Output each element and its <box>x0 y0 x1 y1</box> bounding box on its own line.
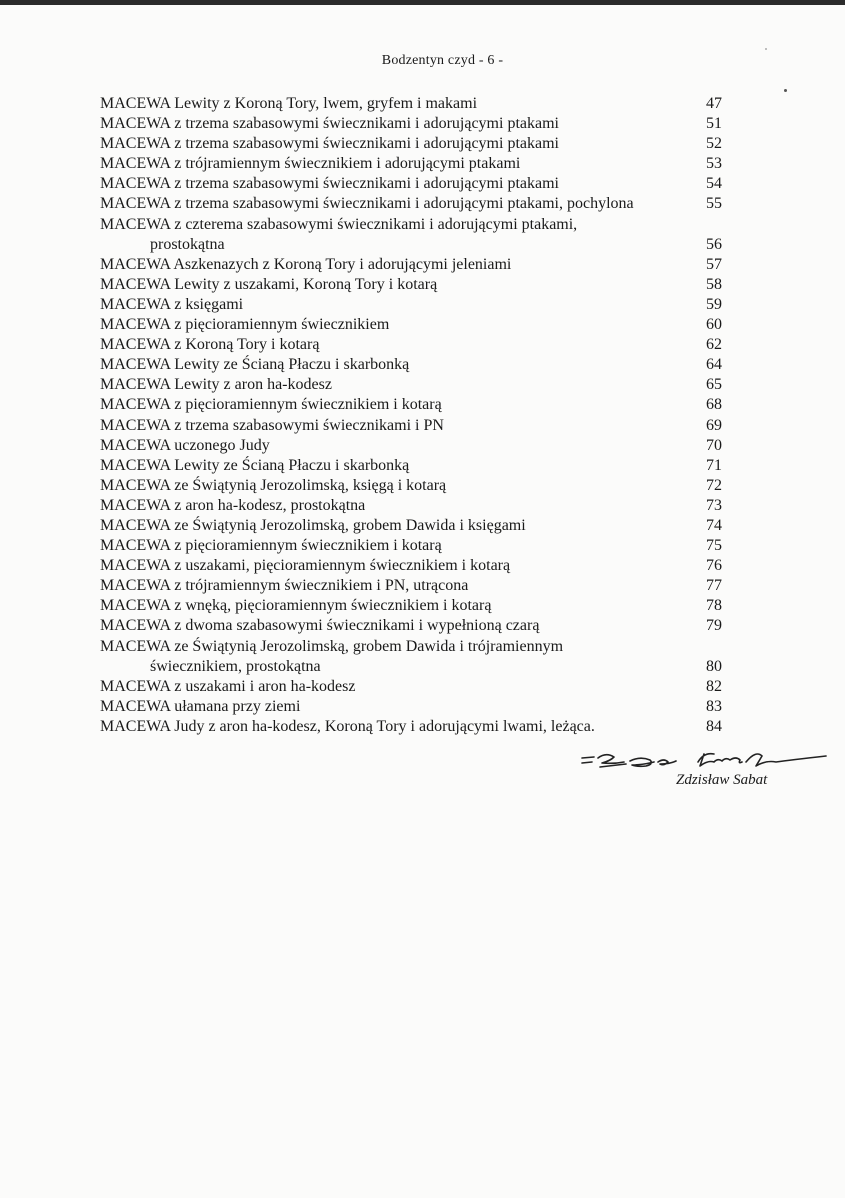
toc-entry-title: MACEWA z uszakami i aron ha-kodesz <box>100 677 356 695</box>
toc-entry-title: MACEWA z pięcioramiennym świecznikiem i kotarą <box>100 537 442 555</box>
toc-entry-title: MACEWA z trójramiennym świecznikiem i adorującymi ptakami <box>100 155 521 173</box>
toc-entry <box>100 637 722 677</box>
toc-entry <box>100 315 722 335</box>
toc-entry-page-number: 83 <box>706 697 722 715</box>
toc-entry-title: MACEWA Lewity z Koroną Tory, lwem, gryfem i makami <box>100 95 478 112</box>
toc-entry <box>100 456 722 476</box>
toc-entry-title: MACEWA z księgami <box>100 295 244 313</box>
toc-entry <box>100 496 722 516</box>
toc-entry-title: MACEWA z aron ha-kodesz, prostokątna <box>100 496 366 514</box>
toc-entry <box>100 395 722 415</box>
table-of-contents <box>100 94 722 737</box>
toc-entry <box>100 215 722 255</box>
toc-entry-title: MACEWA z pięcioramiennym świecznikiem i kotarą <box>100 396 442 414</box>
toc-entry-title: MACEWA Aszkenazych z Koroną Tory i adorującymi jeleniami <box>100 255 512 273</box>
toc-entry-page-number: 58 <box>706 275 722 293</box>
toc-entry-title: MACEWA ze Świątynią Jerozolimską, księgą i kotarą <box>100 476 447 494</box>
toc-entry <box>100 536 722 556</box>
toc-entry <box>100 114 722 134</box>
toc-entry <box>100 174 722 194</box>
toc-entry-title: MACEWA z uszakami, pięcioramiennym świecznikiem i kotarą <box>100 557 511 575</box>
toc-entry-page-number: 55 <box>706 195 722 213</box>
toc-entry <box>100 154 722 174</box>
toc-entry-title: MACEWA Lewity ze Ścianą Płaczu i skarbonką <box>100 356 410 374</box>
toc-entry <box>100 576 722 596</box>
toc-entry-page-number: 60 <box>706 316 722 334</box>
toc-entry-page-number: 52 <box>706 135 722 153</box>
toc-entry-title: MACEWA z trzema szabasowymi świecznikami i PN <box>100 416 444 434</box>
toc-entry <box>100 295 722 315</box>
toc-entry-page-number: 56 <box>706 235 722 253</box>
toc-entry-page-number: 54 <box>706 175 722 193</box>
toc-entry <box>100 697 722 717</box>
toc-entry <box>100 134 722 154</box>
scan-speck <box>765 48 767 50</box>
toc-entry <box>100 335 722 355</box>
toc-entry-title: MACEWA z Koroną Tory i kotarą <box>100 336 320 354</box>
toc-entry-page-number: 73 <box>706 496 722 514</box>
toc-entry-page-number: 71 <box>706 456 722 474</box>
toc-entry <box>100 677 722 697</box>
toc-entry-title-continuation: świecznikiem, prostokątna <box>150 657 321 675</box>
toc-entry <box>100 436 722 456</box>
toc-entry-page-number: 78 <box>706 597 722 615</box>
toc-entry-page-number: 69 <box>706 416 722 434</box>
toc-entry-page-number: 72 <box>706 476 722 494</box>
toc-entry <box>100 255 722 275</box>
toc-entry <box>100 516 722 536</box>
toc-entry-title-line: MACEWA z czterema szabasowymi świecznikami i adorującymi ptakami, <box>100 215 578 233</box>
signer-name: Zdzisław Sabat <box>676 772 768 788</box>
toc-entry-title: MACEWA Lewity ze Ścianą Płaczu i skarbonką <box>100 456 410 474</box>
toc-entry-title: MACEWA z trzema szabasowymi świecznikami i adorującymi ptakami <box>100 115 559 133</box>
toc-entry-page-number: 65 <box>706 376 722 394</box>
toc-entry-title-continuation: prostokątna <box>150 235 225 253</box>
toc-entry-title: MACEWA z trzema szabasowymi świecznikami i adorującymi ptakami <box>100 175 559 193</box>
toc-entry-page-number: 70 <box>706 436 722 454</box>
toc-entry-page-number: 77 <box>706 577 722 595</box>
toc-entry-page-number: 76 <box>706 557 722 575</box>
toc-entry-page-number: 68 <box>706 396 722 414</box>
toc-entry-title: MACEWA z pięcioramiennym świecznikiem <box>100 316 390 334</box>
toc-entry-page-number: 47 <box>706 95 722 112</box>
toc-entry-title: MACEWA z trzema szabasowymi świecznikami i adorującymi ptakami, pochylona <box>100 195 634 213</box>
toc-entry <box>100 355 722 375</box>
toc-entry <box>100 596 722 616</box>
toc-entry-page-number: 59 <box>706 295 722 313</box>
toc-entry-page-number: 82 <box>706 677 722 695</box>
toc-entry <box>100 94 722 114</box>
scan-edge <box>0 0 845 5</box>
toc-entry <box>100 275 722 295</box>
scan-speck <box>784 89 787 92</box>
toc-entry-page-number: 79 <box>706 617 722 635</box>
toc-entry-title: MACEWA z wnęką, pięcioramiennym świecznikiem i kotarą <box>100 597 492 615</box>
toc-entry-page-number: 74 <box>706 516 722 534</box>
toc-entry-title: MACEWA uczonego Judy <box>100 436 270 454</box>
toc-entry-page-number: 84 <box>706 717 722 735</box>
toc-entry-page-number: 75 <box>706 537 722 555</box>
toc-entry <box>100 416 722 436</box>
toc-entry <box>100 476 722 496</box>
toc-entry-title <box>100 215 660 255</box>
toc-entry-title <box>100 637 660 677</box>
toc-entry <box>100 717 722 737</box>
toc-entry-title: MACEWA Lewity z uszakami, Koroną Tory i kotarą <box>100 275 438 293</box>
toc-entry-page-number: 80 <box>706 657 722 675</box>
toc-entry-page-number: 51 <box>706 115 722 133</box>
toc-entry <box>100 194 722 214</box>
toc-entry-page-number: 57 <box>706 255 722 273</box>
toc-entry-page-number: 64 <box>706 356 722 374</box>
toc-entry-title: MACEWA z trójramiennym świecznikiem i PN, utrącona <box>100 577 469 595</box>
toc-entry-page-number: 53 <box>706 155 722 173</box>
toc-entry-title: MACEWA Lewity z aron ha-kodesz <box>100 376 332 394</box>
toc-entry-title: MACEWA ułamana przy ziemi <box>100 697 301 715</box>
toc-entry <box>100 375 722 395</box>
page-header: Bodzentyn czyd - 6 - <box>381 53 504 68</box>
toc-entry-title: MACEWA Judy z aron ha-kodesz, Koroną Tory i adorującymi lwami, leżąca. <box>100 717 595 735</box>
toc-entry-title: MACEWA ze Świątynią Jerozolimską, grobem Dawida i księgami <box>100 516 526 534</box>
toc-entry <box>100 556 722 576</box>
toc-entry-page-number: 62 <box>706 336 722 354</box>
toc-entry-title-line: MACEWA ze Świątynią Jerozolimską, grobem Dawida i trójramiennym <box>100 637 564 655</box>
toc-entry-title: MACEWA z trzema szabasowymi świecznikami i adorującymi ptakami <box>100 135 559 153</box>
toc-entry-title: MACEWA z dwoma szabasowymi świecznikami i wypełnioną czarą <box>100 617 540 635</box>
toc-entry <box>100 616 722 636</box>
